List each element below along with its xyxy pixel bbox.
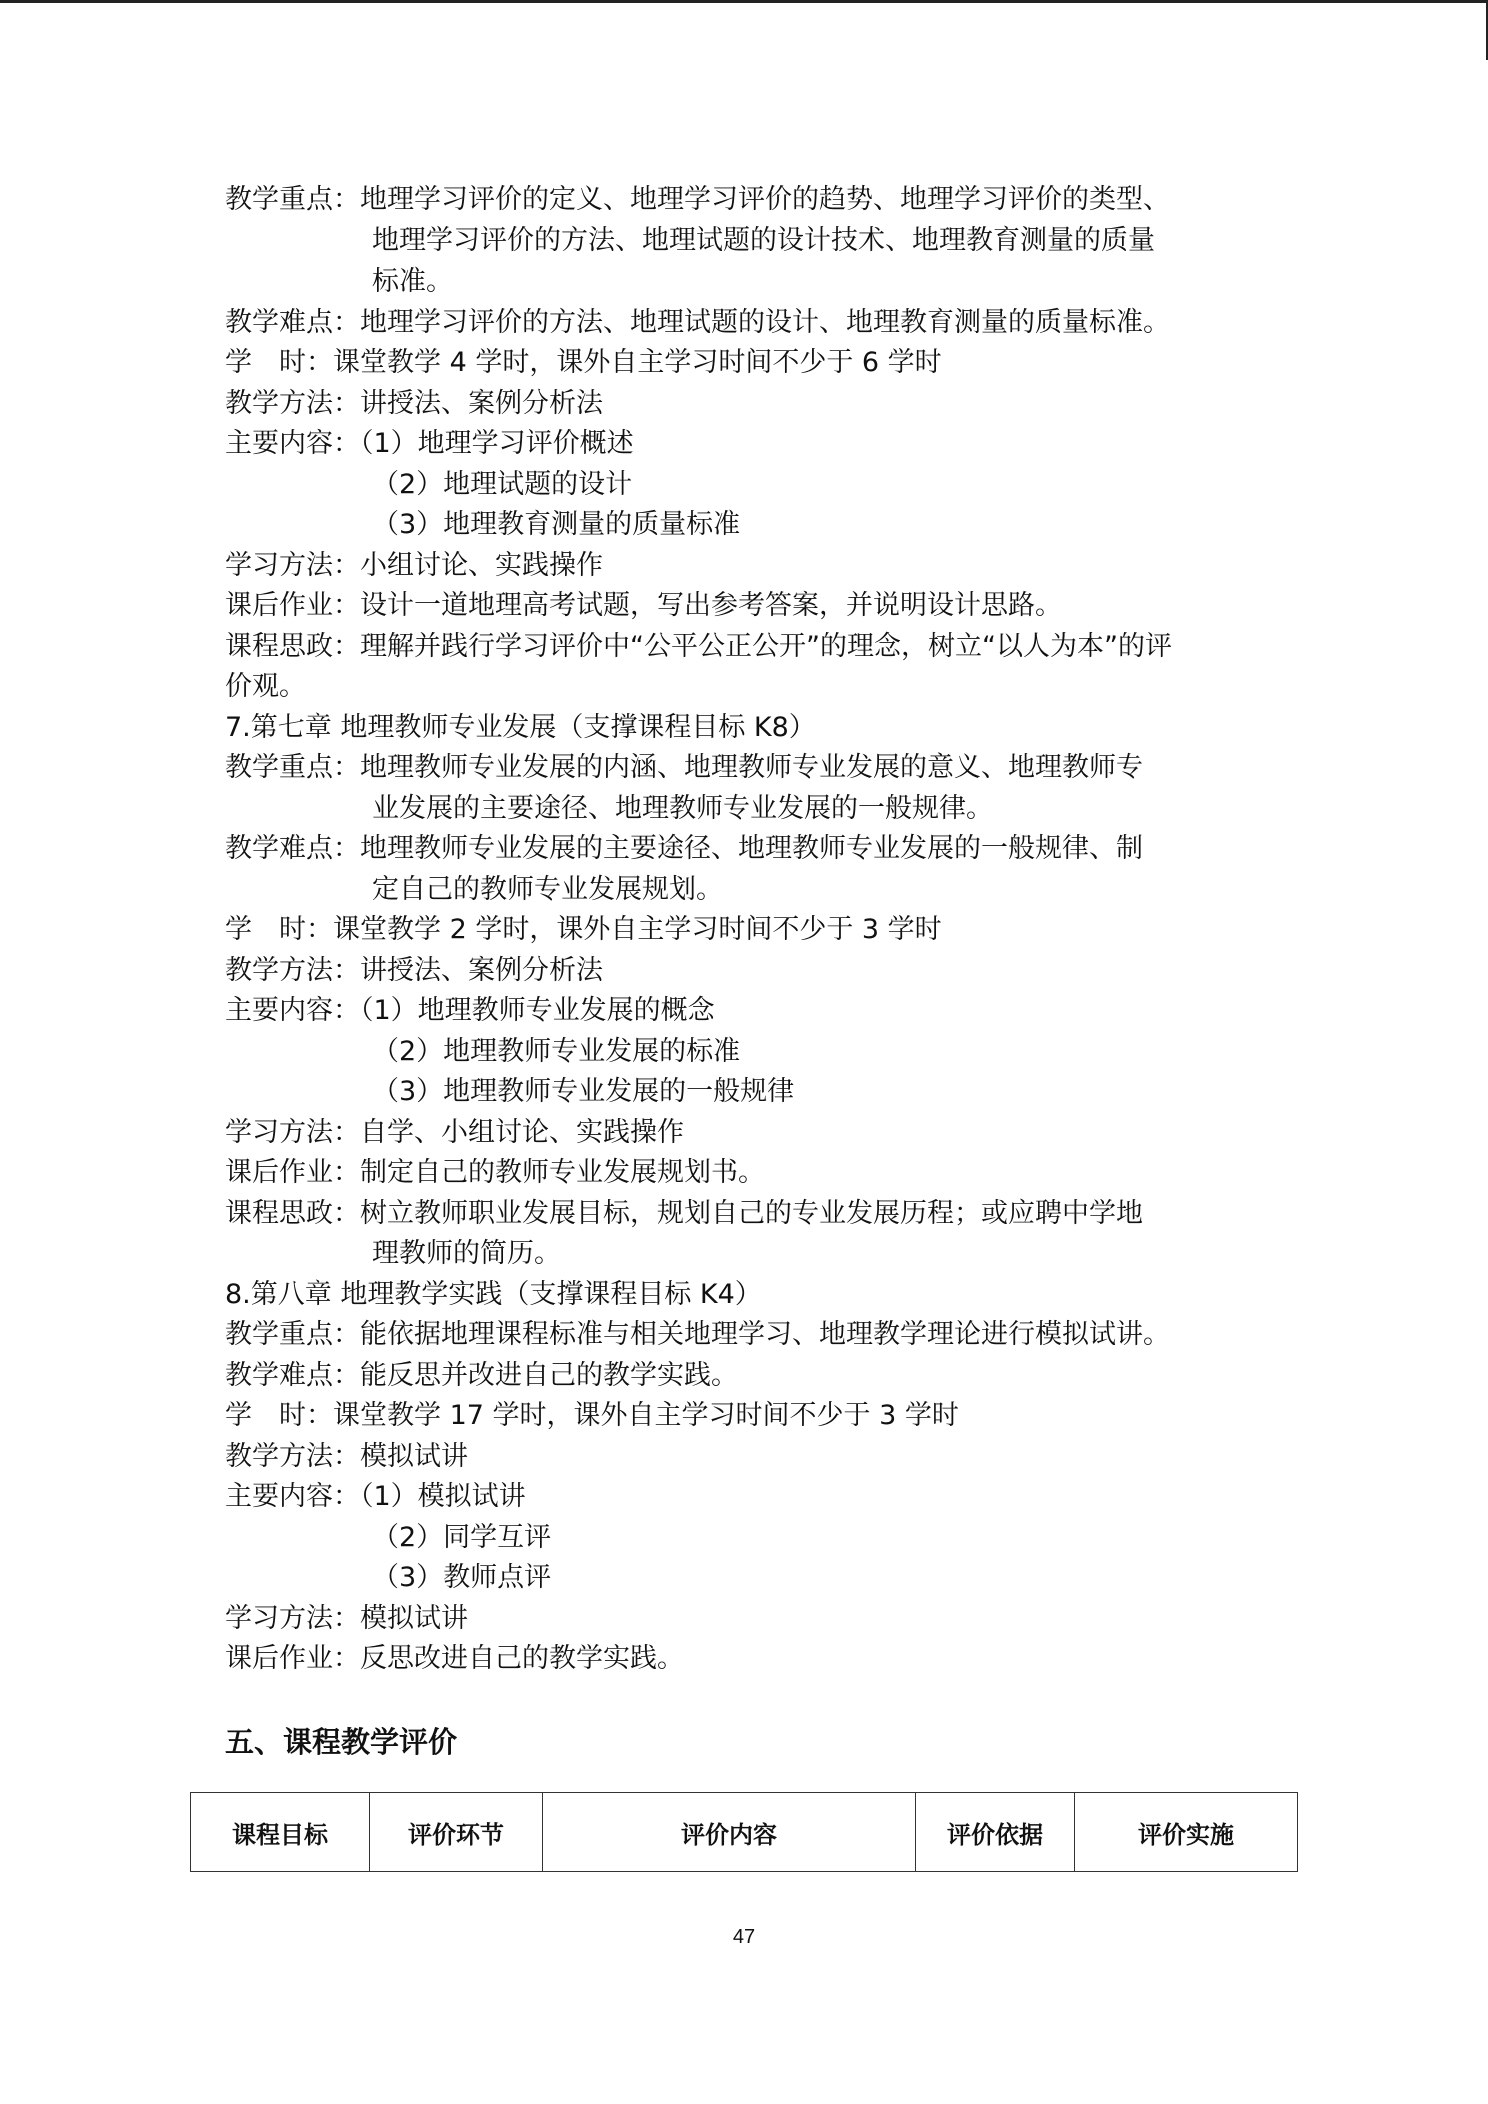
difficult-points-line: 教学难点：地理学习评价的方法、地理试题的设计、地理教育测量的质量标准。 — [225, 307, 1170, 338]
main-content-item: （2）同学互评 — [372, 1522, 552, 1553]
page-top-border — [0, 0, 1488, 3]
table-header-cell: 课程目标 — [191, 1793, 370, 1872]
hours-line: 学 时：课堂教学 2 学时，课外自主学习时间不少于 3 学时 — [225, 914, 942, 945]
table-header-cell: 评价实施 — [1075, 1793, 1298, 1872]
table-header-row — [191, 1793, 1298, 1872]
main-content-line: 主要内容：（1）模拟试讲 — [225, 1481, 526, 1512]
homework-line: 课后作业：制定自己的教师专业发展规划书。 — [225, 1157, 765, 1188]
main-content-item: （2）地理试题的设计 — [372, 469, 633, 500]
ideology-line: 课程思政：理解并践行学习评价中“公平公正公开”的理念，树立“以人为本”的评 — [225, 631, 1172, 662]
chapter-heading: 8.第八章 地理教学实践（支撑课程目标 K4） — [225, 1279, 762, 1310]
key-points-cont: 标准。 — [372, 266, 453, 297]
key-points-cont: 业发展的主要途径、地理教师专业发展的一般规律。 — [372, 793, 993, 824]
teaching-method-line: 教学方法：讲授法、案例分析法 — [225, 955, 603, 986]
main-content-item: （3）地理教育测量的质量标准 — [372, 509, 741, 540]
teaching-method-line: 教学方法：模拟试讲 — [225, 1441, 468, 1472]
table-header-cell: 评价内容 — [543, 1793, 916, 1872]
key-points-line: 教学重点：地理教师专业发展的内涵、地理教师专业发展的意义、地理教师专 — [225, 752, 1143, 783]
difficult-points-cont: 定自己的教师专业发展规划。 — [372, 874, 723, 905]
main-content-item: （3）教师点评 — [372, 1562, 552, 1593]
learning-method-line: 学习方法：模拟试讲 — [225, 1603, 468, 1634]
section-title: 五、课程教学评价 — [225, 1725, 458, 1759]
key-points-line: 教学重点：地理学习评价的定义、地理学习评价的趋势、地理学习评价的类型、 — [225, 184, 1170, 215]
hours-line: 学 时：课堂教学 17 学时，课外自主学习时间不少于 3 学时 — [225, 1400, 959, 1431]
main-content-line: 主要内容：（1）地理学习评价概述 — [225, 428, 634, 459]
main-content-line: 主要内容：（1）地理教师专业发展的概念 — [225, 995, 715, 1026]
chapter-heading: 7.第七章 地理教师专业发展（支撑课程目标 K8） — [225, 712, 816, 743]
difficult-points-line: 教学难点：地理教师专业发展的主要途径、地理教师专业发展的一般规律、制 — [225, 833, 1143, 864]
hours-line: 学 时：课堂教学 4 学时，课外自主学习时间不少于 6 学时 — [225, 347, 942, 378]
key-points-cont: 地理学习评价的方法、地理试题的设计技术、地理教育测量的质量 — [372, 225, 1155, 256]
homework-line: 课后作业：设计一道地理高考试题，写出参考答案，并说明设计思路。 — [225, 590, 1062, 621]
page-number: 47 — [732, 1926, 756, 1948]
difficult-points-line: 教学难点：能反思并改进自己的教学实践。 — [225, 1360, 738, 1391]
evaluation-table — [190, 1792, 1298, 1872]
learning-method-line: 学习方法：小组讨论、实践操作 — [225, 550, 603, 581]
ideology-cont: 价观。 — [225, 671, 306, 702]
main-content-item: （3）地理教师专业发展的一般规律 — [372, 1076, 795, 1107]
main-content-item: （2）地理教师专业发展的标准 — [372, 1036, 741, 1067]
ideology-cont: 理教师的简历。 — [372, 1238, 561, 1269]
teaching-method-line: 教学方法：讲授法、案例分析法 — [225, 388, 603, 419]
table-header-cell: 评价依据 — [916, 1793, 1075, 1872]
table-header-cell: 评价环节 — [370, 1793, 543, 1872]
ideology-line: 课程思政：树立教师职业发展目标，规划自己的专业发展历程；或应聘中学地 — [225, 1198, 1143, 1229]
homework-line: 课后作业：反思改进自己的教学实践。 — [225, 1643, 684, 1674]
key-points-line: 教学重点：能依据地理课程标准与相关地理学习、地理教学理论进行模拟试讲。 — [225, 1319, 1170, 1350]
learning-method-line: 学习方法：自学、小组讨论、实践操作 — [225, 1117, 684, 1148]
